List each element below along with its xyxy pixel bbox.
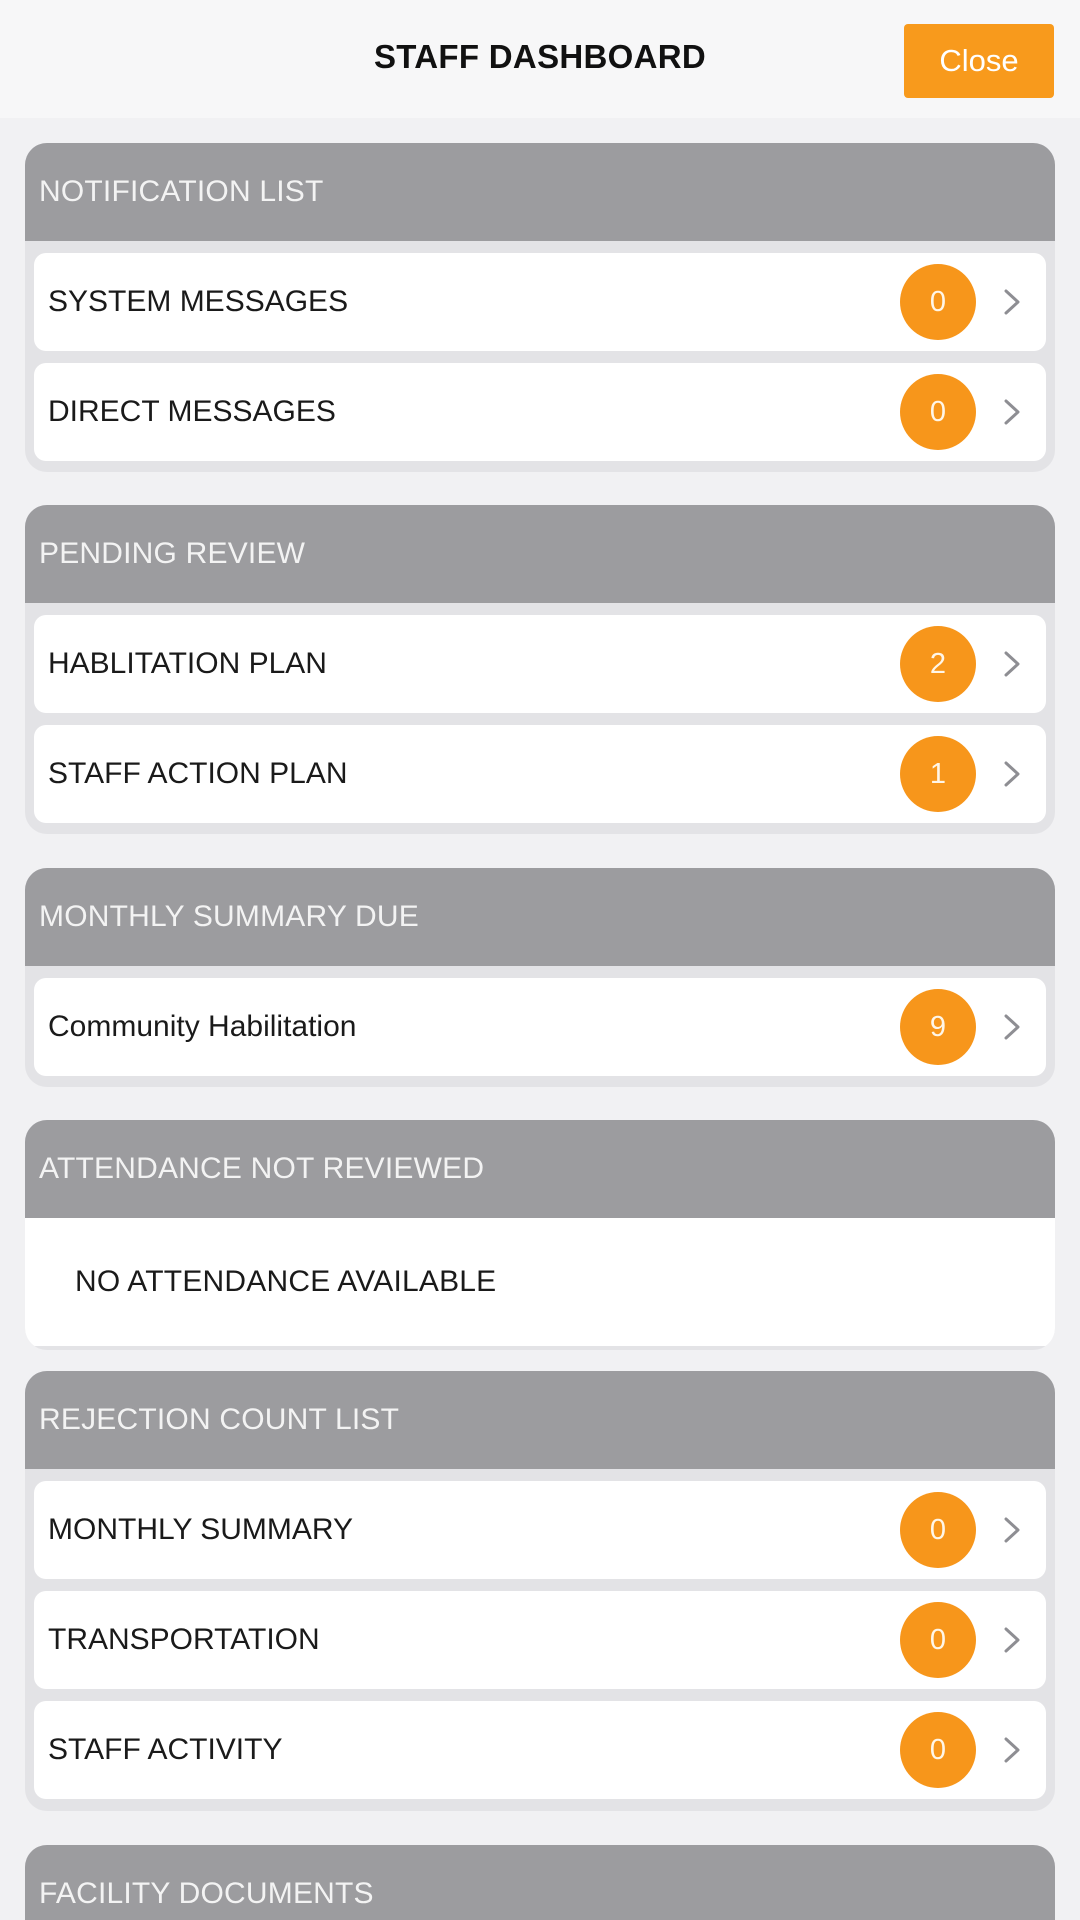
attendance-not-reviewed-section [25, 1120, 1055, 1350]
staff-activity-row[interactable] [34, 1701, 1046, 1799]
section-header: ATTENDANCE NOT REVIEWED [25, 1120, 1055, 1218]
row-label: TRANSPORTATION [48, 1623, 320, 1656]
row-label: DIRECT MESSAGES [48, 395, 336, 428]
facility-documents-section [25, 1845, 1055, 1920]
section-header: MONTHLY SUMMARY DUE [25, 868, 1055, 966]
row-label: MONTHLY SUMMARY [48, 1513, 354, 1546]
section-header: REJECTION COUNT LIST [25, 1371, 1055, 1469]
section-header: PENDING REVIEW [25, 505, 1055, 603]
navigation-bar [0, 0, 1080, 118]
count-badge: 0 [900, 374, 976, 450]
chevron-right-icon [992, 1730, 1032, 1770]
count-badge: 9 [900, 989, 976, 1065]
notification-list-section [25, 143, 1055, 472]
chevron-right-icon [992, 392, 1032, 432]
community-habilitation-row[interactable] [34, 978, 1046, 1076]
count-badge: 0 [900, 264, 976, 340]
pending-review-section [25, 505, 1055, 834]
monthly-summary-due-section [25, 868, 1055, 1087]
count-badge: 0 [900, 1492, 976, 1568]
empty-state-text: NO ATTENDANCE AVAILABLE [25, 1218, 1055, 1346]
page-title: STAFF DASHBOARD [373, 38, 707, 75]
count-badge: 2 [900, 626, 976, 702]
direct-messages-row[interactable] [34, 363, 1046, 461]
chevron-right-icon [992, 1007, 1032, 1047]
staff-action-plan-row[interactable] [34, 725, 1046, 823]
transportation-row[interactable] [34, 1591, 1046, 1689]
row-label: Community Habilitation [48, 1010, 357, 1043]
system-messages-row[interactable] [34, 253, 1046, 351]
count-badge: 0 [900, 1712, 976, 1788]
count-badge: 1 [900, 736, 976, 812]
chevron-right-icon [992, 754, 1032, 794]
count-badge: 0 [900, 1602, 976, 1678]
chevron-right-icon [992, 644, 1032, 684]
row-label: HABLITATION PLAN [48, 647, 327, 680]
rejection-count-list-section [25, 1371, 1055, 1811]
section-header: NOTIFICATION LIST [25, 143, 1055, 241]
monthly-summary-row[interactable] [34, 1481, 1046, 1579]
chevron-right-icon [992, 1620, 1032, 1660]
row-label: STAFF ACTION PLAN [48, 757, 348, 790]
row-label: STAFF ACTIVITY [48, 1733, 283, 1766]
chevron-right-icon [992, 1510, 1032, 1550]
habilitation-plan-row[interactable] [34, 615, 1046, 713]
chevron-right-icon [992, 282, 1032, 322]
section-header[interactable]: FACILITY DOCUMENTS [25, 1845, 1055, 1920]
row-label: SYSTEM MESSAGES [48, 285, 349, 318]
close-button[interactable]: Close [904, 24, 1054, 98]
